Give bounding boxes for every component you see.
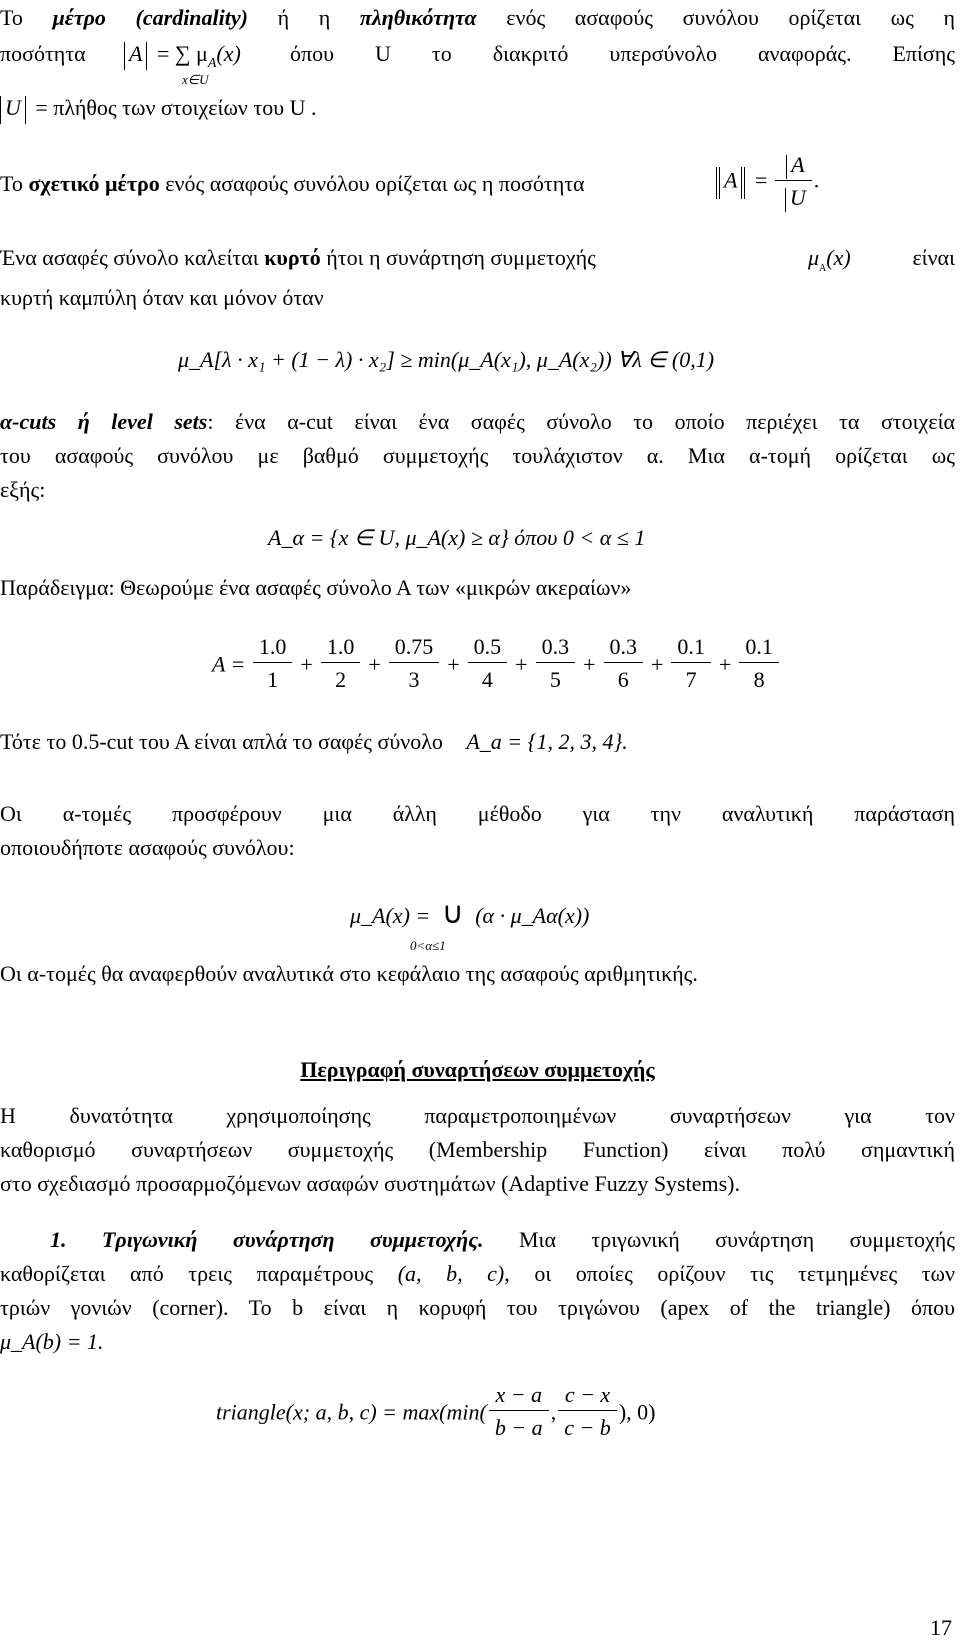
sum-index: x∈U: [182, 72, 209, 87]
mu-expression: [808, 242, 851, 279]
text: Παράδειγμα: Θεωρούμε ένα ασαφές σύνολο Α των «μικρών ακεραίων»: [0, 575, 632, 600]
cardinality-line-2: [0, 38, 955, 87]
relative-cardinality-formula: [712, 150, 819, 215]
fraction-term: [739, 632, 779, 697]
numerator: x − a: [489, 1380, 549, 1411]
argument: (x): [826, 245, 851, 270]
equals: =: [754, 167, 768, 193]
acut-formula: A_α = {x ∈ U, μ_A(x) ≥ α} όπου 0 < α ≤ 1: [268, 525, 646, 550]
formula-rhs: (α · μ_Aα(x)): [475, 903, 590, 928]
text: οποιουδήποτε ασαφούς συνόλου:: [0, 835, 295, 860]
denominator: 8: [753, 667, 765, 692]
abs-bar: [124, 42, 125, 70]
text: ή η: [247, 5, 360, 30]
fraction: [775, 150, 812, 215]
fraction-term: [604, 632, 644, 697]
text: είναι: [912, 245, 955, 270]
numerator-text: A: [791, 152, 805, 177]
argument: (x): [216, 41, 241, 66]
denominator: 3: [408, 667, 420, 692]
denominator: b − a: [494, 1415, 543, 1440]
abs-bar: [744, 167, 745, 199]
fraction-term: [536, 632, 576, 697]
decomp-line-3: [0, 958, 955, 990]
subscript: A: [819, 263, 827, 274]
triangle-formula: [216, 1380, 655, 1445]
numerator: 1.0: [321, 632, 361, 663]
fraction-term: [389, 632, 440, 697]
tri-line-1: [0, 1224, 955, 1256]
abs-bar: [741, 167, 742, 199]
denominator: 2: [335, 667, 347, 692]
fraction-2: [558, 1380, 617, 1445]
union-index: 0<α≤1: [410, 938, 446, 953]
term-acuts: α-cuts ή level sets: [0, 409, 208, 434]
abs-bar: [785, 188, 786, 212]
abs-bar: [786, 155, 787, 179]
crisp-set: A_a = {1, 2, 3, 4}.: [466, 729, 628, 754]
text: κυρτή καμπύλη όταν και μόνον όταν: [0, 285, 324, 310]
formula-lhs: A =: [212, 651, 246, 677]
union-symbol: ∪: [441, 897, 464, 930]
text: Μια τριγωνική συνάρτηση συμμετοχής: [483, 1227, 955, 1252]
denominator: 7: [685, 667, 697, 692]
term-cardinality: μέτρο (cardinality): [52, 5, 248, 30]
plus-sign: +: [651, 651, 664, 677]
text: μ_A(b) = 1.: [0, 1329, 104, 1354]
cardinality-line-3: [0, 92, 955, 124]
term-triangular: 1. Τριγωνική συνάρτηση συμμετοχής.: [50, 1227, 484, 1252]
tri-line-3: [0, 1292, 955, 1324]
tri-line-4: [0, 1326, 955, 1358]
numerator: 0.1: [671, 632, 711, 663]
abs-bar: [146, 42, 147, 70]
symbol-a: A: [129, 41, 143, 66]
page-number: 17: [930, 1615, 952, 1640]
denominator: 5: [549, 667, 561, 692]
cardinality-line-1: [0, 2, 955, 34]
subscript: A: [207, 56, 217, 71]
section-heading: Περιγραφή συναρτήσεων συμμετοχής: [300, 1057, 655, 1082]
term-plithikotita: πληθικότητα: [359, 5, 477, 30]
decomposition-formula: [350, 898, 589, 932]
decomp-line-1: [0, 798, 955, 830]
term-convex: κυρτό: [264, 245, 321, 270]
text: ποσότητα: [0, 41, 86, 66]
abs-bar: [719, 167, 720, 199]
text: τριών γονιών (corner). Το b είναι η κορυφή του τριγώνου (apex of the triangle) όπου: [0, 1295, 955, 1320]
denominator: [775, 181, 812, 215]
formula-lhs: μ_A(x) =: [350, 903, 431, 928]
text: καθορίζεται από τρεις παραμέτρους: [0, 1261, 398, 1286]
convex-line-1: [0, 242, 955, 274]
symbol-a: A: [724, 167, 738, 193]
abs-bar: [0, 96, 1, 124]
acuts-line-2: [0, 440, 955, 472]
text: Τότε το 0.5-cut του Α είναι απλά το σαφές σύνολο: [0, 729, 443, 754]
decomp-line-2: [0, 832, 955, 864]
plus-sign: +: [718, 651, 732, 677]
text: καθορισμό συναρτήσεων συμμετοχής (Membership Function) είναι πολύ σημαντική: [0, 1137, 955, 1162]
text: ενός ασαφούς συνόλου ορίζεται ως η: [476, 5, 955, 30]
mf-par-line-3: [0, 1168, 955, 1200]
plus-sign: +: [300, 651, 313, 677]
text: , οι οποίες ορίζουν τις τετμημένες των: [504, 1261, 955, 1286]
numerator: c − x: [558, 1380, 617, 1411]
fraction-term: [253, 632, 293, 697]
numerator: 0.3: [536, 632, 576, 663]
text: = πλήθος των στοιχείων του U .: [35, 95, 317, 120]
term-relative: σχετικό μέτρο: [28, 171, 160, 196]
abs-bar: [716, 167, 717, 199]
fraction-term: [321, 632, 361, 697]
formula-lhs: triangle(x; a, b, c) = max(min(: [216, 1399, 487, 1425]
tri-line-2: [0, 1258, 955, 1290]
text: Οι α-τομές προσφέρουν μια άλλη μέθοδο για την αναλυτική παράσταση: [0, 801, 955, 826]
formula-end: ), 0): [618, 1399, 656, 1425]
plus-sign: +: [447, 651, 460, 677]
numerator: 0.5: [468, 632, 508, 663]
text: ενός ασαφούς συνόλου ορίζεται ως η ποσότητα: [159, 171, 585, 196]
mf-par-line-1: [0, 1100, 955, 1132]
abs-bar: [25, 96, 26, 124]
text: Η δυνατότητα χρησιμοποίησης παραμετροποιημένων συναρτήσεων για τον: [0, 1103, 955, 1128]
text: ήτοι η συνάρτηση συμμετοχής: [320, 245, 596, 270]
text: Το: [0, 171, 29, 196]
plus-sign: +: [583, 651, 596, 677]
mf-par-line-2: [0, 1134, 955, 1166]
numerator: [775, 150, 812, 181]
numerator: 0.3: [604, 632, 644, 663]
text: Ένα ασαφές σύνολο καλείται: [0, 245, 265, 270]
symbol-u: U: [5, 95, 21, 120]
period: .: [813, 167, 820, 193]
plus-sign: +: [368, 651, 381, 677]
text: Οι α-τομές θα αναφερθούν αναλυτικά στο κεφάλαιο της ασαφούς αριθμητικής.: [0, 961, 698, 986]
comma: ,: [550, 1399, 557, 1425]
cardinality-formula: [120, 38, 241, 74]
numerator: 0.1: [739, 632, 779, 663]
text: : ένα α-cut είναι ένα σαφές σύνολο το οποίο περιέχει τα στοιχεία: [207, 409, 956, 434]
text: στο σχεδιασμό προσαρμοζόμενων ασαφών συστημάτων (Adaptive Fuzzy Systems).: [0, 1171, 740, 1196]
fraction-term: [468, 632, 508, 697]
denominator: c − b: [564, 1415, 611, 1440]
convex-line-2: [0, 282, 955, 314]
numerator: 0.75: [389, 632, 440, 663]
example-line: [0, 572, 955, 604]
plus-sign: +: [515, 651, 528, 677]
denominator: 6: [617, 667, 629, 692]
fraction-term: [671, 632, 711, 697]
fraction-1: [489, 1380, 549, 1445]
acuts-line-3: [0, 474, 955, 506]
numerator: 1.0: [253, 632, 293, 663]
text: όπου U το διακριτό υπερσύνολο αναφοράς. Επίσης: [290, 41, 955, 66]
sum-symbol: = ∑ μ: [156, 41, 208, 66]
denominator-text: U: [789, 185, 806, 210]
example-formula: [212, 632, 781, 697]
text: εξής:: [0, 477, 46, 502]
text: του ασαφούς συνόλου με βαθμό συμμετοχής τουλάχιστον α. Μια α-τομή ορίζεται ως: [0, 443, 955, 468]
text: Το: [0, 5, 53, 30]
example-then-line: [0, 726, 955, 758]
denominator: 4: [481, 667, 493, 692]
denominator: 1: [267, 667, 279, 692]
mu-symbol: μ: [808, 245, 820, 270]
convexity-formula: μ_A[λ · x₁ + (1 − λ) · x₂] ≥ min(μ_A(x₁), μ_A(x₂)) ∀λ ∈ (0,1): [178, 347, 715, 372]
params: (a, b, c): [397, 1261, 505, 1286]
acuts-line-1: [0, 406, 955, 438]
fraction-terms: [251, 634, 781, 692]
